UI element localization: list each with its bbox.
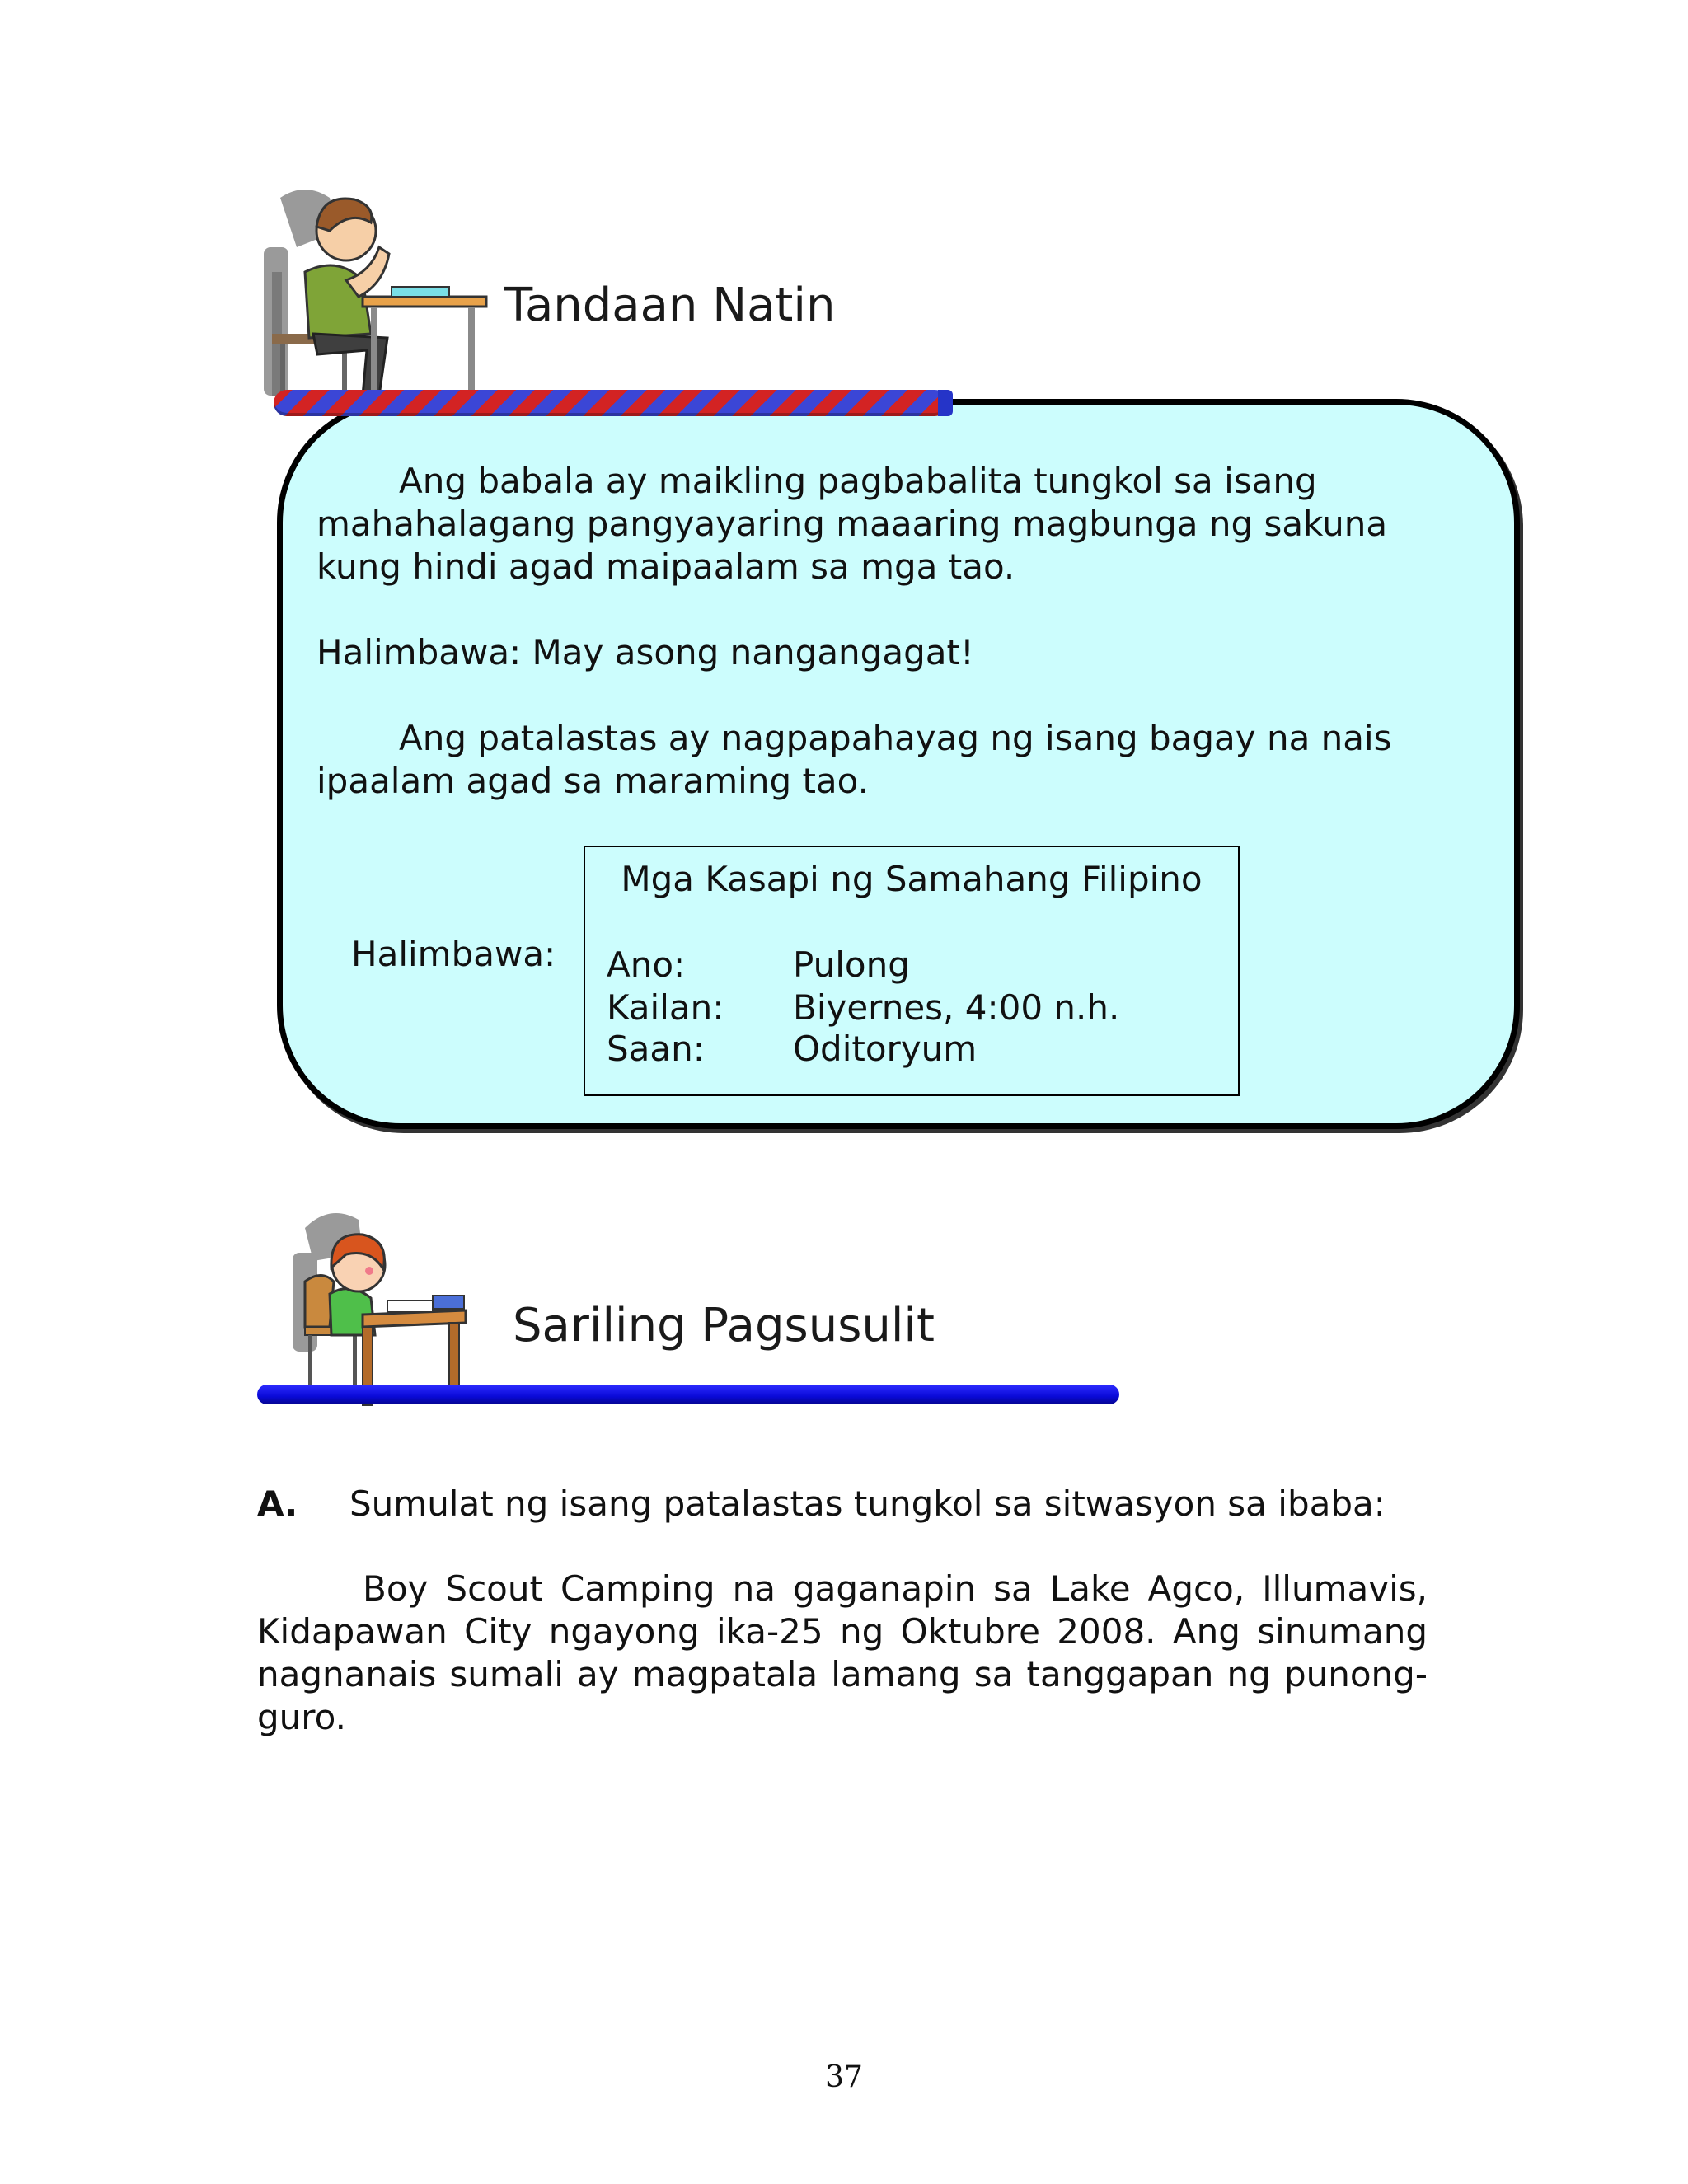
babala-definition: Ang babala ay maikling pagbabalita tungkol sa isang mahahalagang pangyayaring maaaring magbunga ng sakuna kung hindi agad maipaalam sa mga tao. — [316, 461, 1388, 587]
item-letter: A. — [257, 1483, 298, 1524]
announcement-label-saan: Saan: — [607, 1029, 705, 1069]
situation-paragraph: Boy Scout Camping na gaganapin sa Lake Agco, Illumavis, Kidapawan City ngayong ika-25 ng Oktubre 2008. Ang sinumang nagnanais sumali ay magpatala lamang sa tanggapan ng punong-guro. — [257, 1568, 1428, 1737]
announcement-value-kailan: Biyernes, 4:00 n.h. — [793, 987, 1120, 1028]
striped-bar-end-cap — [938, 390, 953, 416]
exercise-instruction: Sumulat ng isang patalastas tungkol sa sitwasyon sa ibaba: — [349, 1483, 1386, 1524]
boy-at-desk-illustration — [247, 181, 495, 420]
announcement-value-saan: Oditoryum — [793, 1029, 978, 1069]
announcement-title: Mga Kasapi ng Samahang Filipino — [621, 859, 1203, 899]
announcement-label-ano: Ano: — [607, 944, 686, 985]
announcement-label-kailan: Kailan: — [607, 987, 724, 1028]
striped-divider-bar — [274, 390, 948, 416]
blue-underline-bar — [257, 1385, 1119, 1404]
section-title-tandaan-natin: Tandaan Natin — [504, 279, 836, 332]
patalastas-example-label: Halimbawa: — [351, 934, 556, 974]
section-title-sariling-pagsusulit: Sariling Pagsusulit — [513, 1299, 935, 1352]
announcement-value-ano: Pulong — [793, 944, 910, 985]
patalastas-definition: Ang patalastas ay nagpapahayag ng isang bagay na nais ipaalam agad sa maraming tao. — [316, 718, 1392, 801]
babala-example: Halimbawa: May asong nangangagat! — [316, 632, 974, 673]
girl-at-desk-illustration — [280, 1203, 470, 1411]
page-number: 37 — [825, 2060, 863, 2094]
